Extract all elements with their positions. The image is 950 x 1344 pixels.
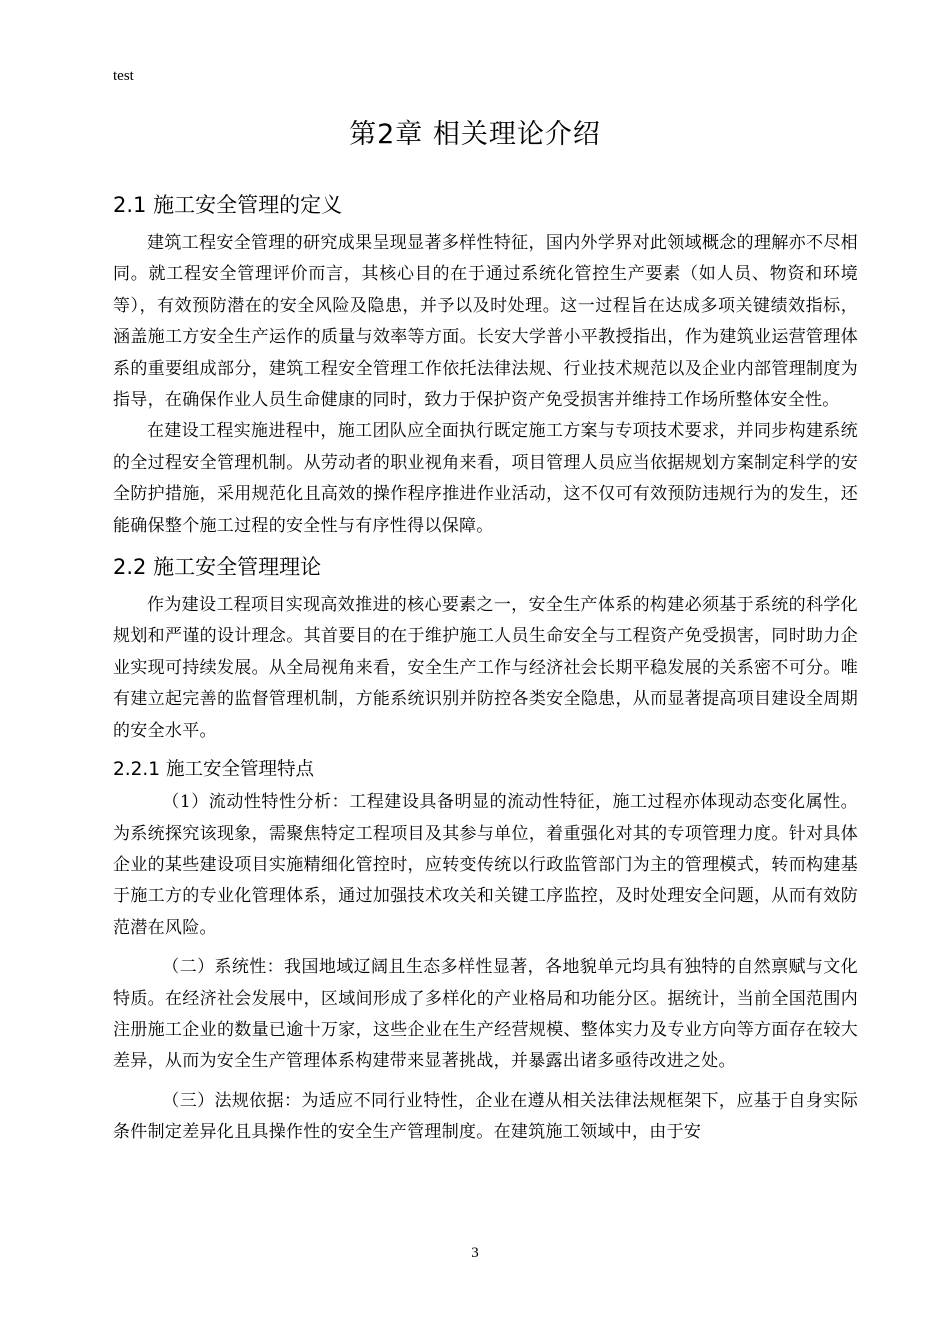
section-heading-2-1: 2.1 施工安全管理的定义 [113, 193, 343, 217]
paragraph: （二）系统性：我国地域辽阔且生态多样性显著，各地貌单元均具有独特的自然禀赋与文化特质。在经济社会发展中，区域间形成了多样化的产业格局和功能分区。据统计，当前全国范围内注册施工企业的数量已逾十万家，这些企业在生产经营规模、整体实力及专业方向等方面存在较大差异，从而为安全生产管理体系构建带来显著挑战，并暴露出诸多亟待改进之处。 [113, 957, 858, 1072]
paragraph: （三）法规依据：为适应不同行业特性，企业在遵从相关法律法规框架下，应基于自身实际条件制定差异化且具操作性的安全生产管理制度。在建筑施工领域中，由于安 [113, 1090, 858, 1143]
section-heading-2-2-1: 2.2.1 施工安全管理特点 [113, 759, 314, 781]
paragraph: 作为建设工程项目实现高效推进的核心要素之一，安全生产体系的构建必须基于系统的科学化规划和严谨的设计理念。其首要目的在于维护施工人员生命安全与工程资产免受损害，同时助力企业实现可持续发展。从全局视角来看，安全生产工作与经济社会长期平稳发展的关系密不可分。唯有建立起完善的监督管理机制，方能系统识别并防控各类安全隐患，从而显著提高项目建设全周期的安全水平。 [113, 595, 858, 741]
section-heading-2-2: 2.2 施工安全管理理论 [113, 555, 322, 580]
paragraph: 建筑工程安全管理的研究成果呈现显著多样性特征，国内外学界对此领域概念的理解亦不尽相同。就工程安全管理评价而言，其核心目的在于通过系统化管控生产要素（如人员、物资和环境等），有效预防潜在的安全风险及隐患，并予以及时处理。这一过程旨在达成多项关键绩效指标，涵盖施工方安全生产运作的质量与效率等方面。长安大学普小平教授指出，作为建筑业运营管理体系的重要组成部分，建筑工程安全管理工作依托法律法规、行业技术规范以及企业内部管理制度为指导，在确保作业人员生命健康的同时，致力于保护资产免受损害并维持工作场所整体安全性。 [113, 233, 858, 411]
page-body [113, 188, 858, 1149]
page-header: test [113, 68, 134, 84]
page-number: 3 [471, 1245, 479, 1261]
paragraph: （1）流动性特性分析：工程建设具备明显的流动性特征，施工过程亦体现动态变化属性。为系统探究该现象，需聚焦特定工程项目及其参与单位，着重强化对其的专项管理力度。针对具体企业的某些建设项目实施精细化管控时，应转变传统以行政监管部门为主的管理模式，转而构建基于施工方的专业化管理体系，通过加强技术攻关和关键工序监控，及时处理安全问题，从而有效防范潜在风险。 [113, 792, 858, 938]
chapter-title: 第2章 相关理论介绍 [349, 119, 601, 150]
paragraph: 在建设工程实施进程中，施工团队应全面执行既定施工方案与专项技术要求，并同步构建系统的全过程安全管理机制。从劳动者的职业视角来看，项目管理人员应当依据规划方案制定科学的安全防护措施，采用规范化且高效的操作程序推进作业活动，这不仅可有效预防违规行为的发生，还能确保整个施工过程的安全性与有序性得以保障。 [113, 421, 858, 536]
